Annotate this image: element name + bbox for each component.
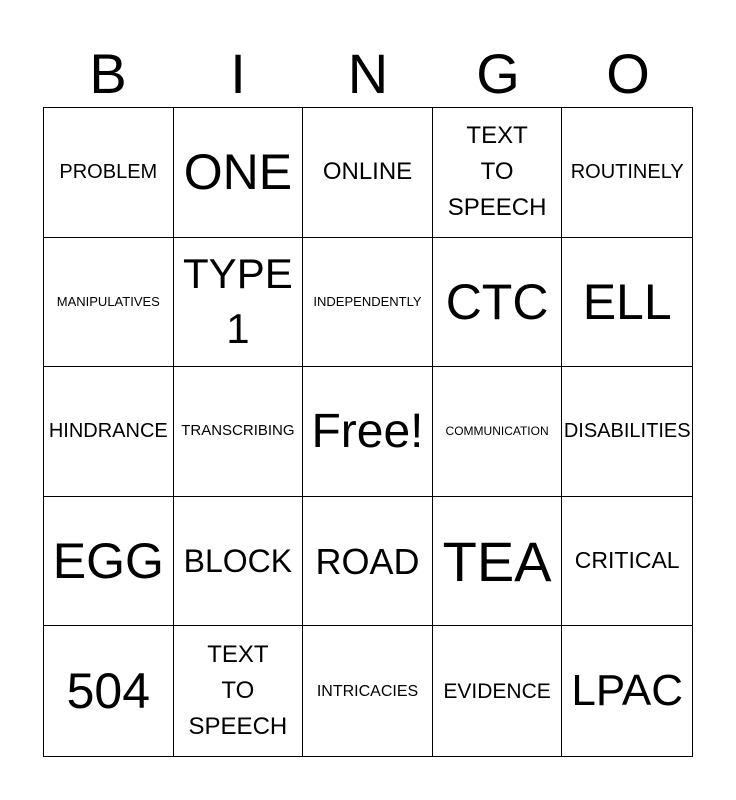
bingo-cell[interactable] — [433, 626, 563, 756]
cell-text: ELL — [582, 273, 672, 330]
cell-text: Free! — [311, 404, 424, 458]
cell-text: ONE — [183, 144, 293, 201]
bingo-cell[interactable] — [303, 108, 433, 238]
bingo-cell[interactable] — [174, 238, 304, 368]
bingo-cell[interactable] — [433, 367, 563, 497]
header-letter-i: I — [230, 42, 246, 105]
bingo-cell[interactable] — [44, 497, 174, 627]
cell-text: DISABILITIES — [563, 420, 691, 443]
cell-text: TEXT TO SPEECH — [188, 641, 288, 741]
cell-text: TYPE 1 — [183, 250, 293, 352]
bingo-board — [43, 107, 693, 757]
cell-text: TEXT TO SPEECH — [447, 122, 547, 222]
header-letter-n: N — [347, 42, 389, 105]
header-letter-b: B — [89, 42, 127, 105]
bingo-cell[interactable] — [174, 497, 304, 627]
bingo-cell[interactable] — [433, 497, 563, 627]
bingo-cell[interactable] — [303, 497, 433, 627]
header-letter-o: O — [606, 42, 650, 105]
cell-text: CRITICAL — [574, 547, 680, 574]
bingo-cell[interactable] — [562, 108, 692, 238]
cell-text: COMMUNICATION — [445, 424, 549, 439]
bingo-cell[interactable] — [562, 238, 692, 368]
bingo-cell[interactable] — [44, 108, 174, 238]
bingo-cell[interactable] — [562, 497, 692, 627]
cell-text: TRANSCRIBING — [181, 422, 295, 440]
cell-text: PROBLEM — [59, 161, 158, 184]
header-letter-g: G — [476, 42, 520, 105]
bingo-cell[interactable] — [174, 108, 304, 238]
cell-text: EVIDENCE — [443, 679, 551, 703]
cell-text: MANIPULATIVES — [56, 294, 160, 310]
cell-text: 504 — [66, 663, 151, 720]
free-space[interactable] — [303, 367, 433, 497]
bingo-cell[interactable] — [303, 238, 433, 368]
cell-text: CTC — [445, 273, 549, 330]
cell-text: INTRICACIES — [316, 682, 419, 700]
bingo-cell[interactable] — [562, 367, 692, 497]
bingo-cell[interactable] — [433, 108, 563, 238]
bingo-cell[interactable] — [433, 238, 563, 368]
cell-text: HINDRANCE — [48, 420, 168, 443]
cell-text: TEA — [442, 529, 552, 593]
bingo-cell[interactable] — [562, 626, 692, 756]
cell-text: ROAD — [315, 540, 420, 582]
cell-text: ONLINE — [322, 158, 413, 186]
bingo-cell[interactable] — [174, 626, 304, 756]
bingo-cell[interactable] — [174, 367, 304, 497]
bingo-header — [43, 40, 693, 108]
cell-text: LPAC — [571, 665, 684, 715]
bingo-cell[interactable] — [44, 367, 174, 497]
cell-text: ROUTINELY — [570, 161, 684, 184]
cell-text: BLOCK — [183, 542, 293, 579]
cell-text: INDEPENDENTLY — [313, 294, 422, 310]
bingo-cell[interactable] — [44, 626, 174, 756]
bingo-cell[interactable] — [303, 626, 433, 756]
cell-text: EGG — [52, 533, 164, 590]
bingo-cell[interactable] — [44, 238, 174, 368]
